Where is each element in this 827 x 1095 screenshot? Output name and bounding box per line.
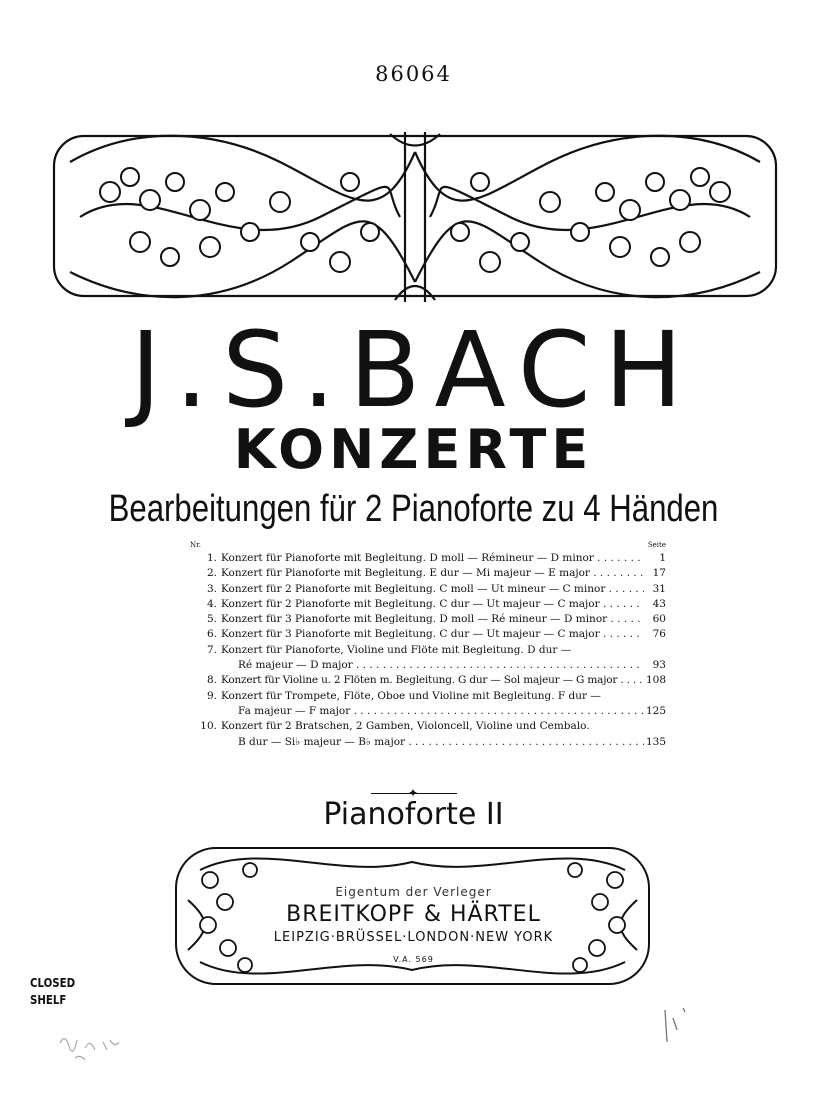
toc-entry-page: 93: [652, 659, 666, 672]
toc-entry-continuation: [190, 658, 666, 673]
edition-part: Pianoforte II: [323, 797, 504, 832]
plate-number: V.A. 569: [393, 955, 434, 964]
toc-entry-page: 43: [652, 597, 666, 610]
handwritten-mark: [55, 1028, 135, 1068]
toc-entry-page: 31: [652, 582, 666, 595]
toc-entry: [190, 627, 666, 642]
toc-entry-title: Konzert für Pianoforte mit Begleitung. D moll — Rémineur — D minor . . .: [221, 551, 644, 566]
toc-entry-page: 76: [652, 628, 666, 641]
work-title: KONZERTE: [233, 418, 594, 481]
composer-name: J.S.BACH: [130, 309, 697, 431]
divider-ornament: ✦: [408, 786, 419, 800]
stamp-line: SHELF: [30, 993, 67, 1007]
toc-entry: [190, 597, 666, 612]
table-of-contents: [190, 541, 666, 750]
toc-entry-title: Konzert für Pianoforte, Violine und Flöte mit Begleitung. D dur —: [221, 643, 572, 656]
toc-entry-number: 7.: [206, 643, 217, 656]
toc-entry-page: 135: [645, 735, 666, 748]
shelfmark-number: 86064: [375, 62, 452, 86]
toc-entry-number: 4.: [206, 597, 217, 610]
toc-header: [190, 541, 666, 551]
toc-entry: [190, 612, 666, 627]
toc-entry-number: 10.: [200, 720, 217, 733]
toc-header-page: Seite: [647, 541, 666, 549]
work-subtitle: Bearbeitungen für 2 Pianoforte zu 4 Händen: [108, 488, 719, 530]
toc-entry: [190, 643, 666, 658]
toc-entry: [190, 582, 666, 597]
toc-entry-title: Konzert für Violine u. 2 Flöten m. Begleitung. G dur — Sol majeur — G major . . .: [221, 673, 644, 688]
publisher-name: BREITKOPF & HÄRTEL: [286, 902, 541, 927]
toc-entry-title: Konzert für 3 Pianoforte mit Begleitung. C dur — Ut majeur — C major . . .: [221, 627, 644, 642]
toc-entry-page: 60: [652, 613, 666, 626]
stamp-line: CLOSED: [30, 976, 76, 990]
handwritten-mark: [655, 1000, 695, 1045]
toc-entry-number: 2.: [206, 567, 217, 580]
toc-entry-title: Konzert für 2 Bratschen, 2 Gamben, Violoncell, Violine und Cembalo.: [221, 720, 590, 733]
toc-entry: [190, 566, 666, 581]
toc-entry-number: 3.: [206, 582, 217, 595]
toc-entry-title: Konzert für Trompete, Flöte, Oboe und Violine mit Begleitung. F dur —: [221, 689, 601, 702]
toc-entry-continuation: [190, 704, 666, 719]
top-ornament-vignette: [50, 122, 780, 312]
toc-entry-title-cont: Fa majeur — F major . . .: [238, 704, 644, 719]
library-stamp: [30, 975, 75, 1009]
toc-entry-page: 17: [652, 567, 666, 580]
toc-entry: [190, 719, 666, 734]
toc-entry: [190, 551, 666, 566]
toc-entry-title-cont: Ré majeur — D major . . .: [238, 658, 644, 673]
toc-entry-number: 5.: [206, 613, 217, 626]
toc-entry-number: 6.: [206, 628, 217, 641]
publisher-cities: LEIPZIG·BRÜSSEL·LONDON·NEW YORK: [273, 930, 554, 945]
toc-entry-continuation: [190, 735, 666, 750]
toc-entry-title: Konzert für 2 Pianoforte mit Begleitung. C dur — Ut majeur — C major . . .: [221, 597, 644, 612]
toc-entry-number: 8.: [206, 674, 217, 687]
toc-entry-title: Konzert für 3 Pianoforte mit Begleitung. D moll — Ré mineur — D minor . . .: [221, 612, 644, 627]
toc-entry-page: 125: [645, 704, 666, 717]
toc-entry-number: 1.: [206, 552, 217, 564]
publisher-ownership-note: Eigentum der Verleger: [335, 885, 492, 899]
toc-entry-page: 108: [645, 674, 666, 687]
toc-header-number: Nr.: [190, 541, 201, 549]
toc-entry-title: Konzert für Pianoforte mit Begleitung. E dur — Mi majeur — E major . . .: [221, 566, 644, 581]
toc-entry-title: Konzert für 2 Pianoforte mit Begleitung. C moll — Ut mineur — C minor . . .: [221, 582, 644, 597]
toc-entry-title-cont: B dur — Si♭ majeur — B♭ major . . .: [238, 735, 644, 750]
toc-entry-page: 1: [659, 552, 666, 564]
toc-entry-number: 9.: [206, 689, 217, 702]
toc-entry: [190, 673, 666, 688]
toc-entry: [190, 689, 666, 704]
